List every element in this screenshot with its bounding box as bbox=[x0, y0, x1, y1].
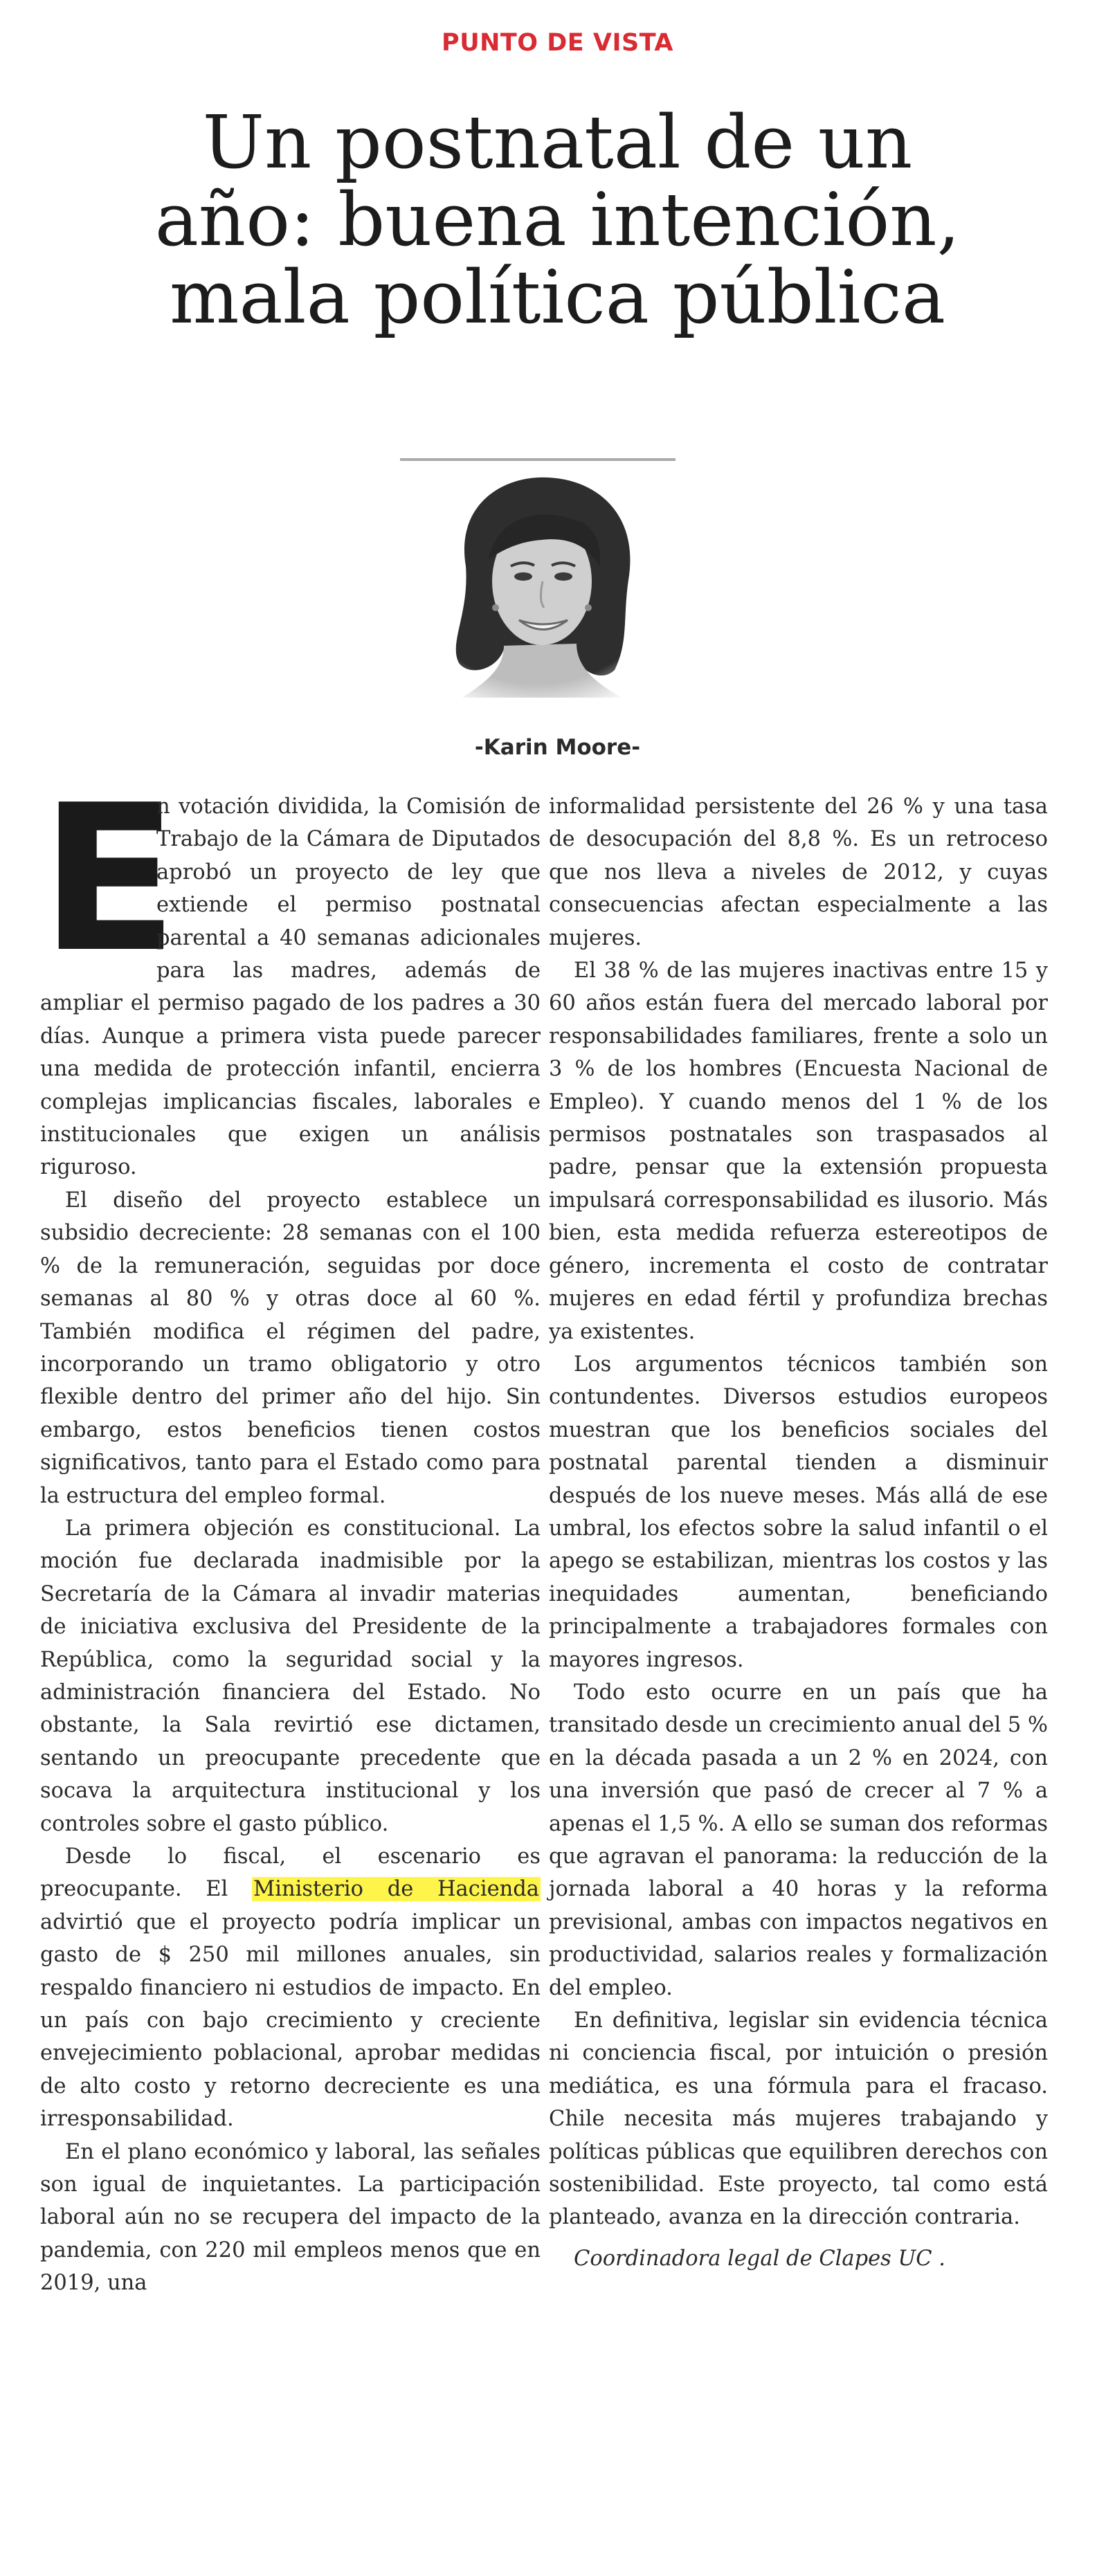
article-column-left bbox=[40, 761, 541, 2300]
paragraph-text: n votación dividida, la Comisión de Trabajo de la Cámara de Diputados aprobó un proyecto de ley que extiende el permiso postnatal parental a 40 semanas adicionales para las madres, además de ampliar el permiso pagado de los padres a 30 días. Aunque a primera vista puede parecer una medida de protección infantil, encierra complejas implicancias fiscales, laborales e institucionales que exigen un análisis riguroso. bbox=[40, 795, 541, 1180]
author-byline: -Karin Moore- bbox=[474, 735, 641, 760]
article-paragraph: El diseño del proyecto establece un subsidio decreciente: 28 semanas con el 100 % de la remuneración, seguidas por doce semanas al 80 % y otras doce al 60 %. También modifica el régimen del padre, incorporando un tramo obligatorio y otro flexible dentro del primer año del hijo. Sin embargo, estos beneficios tienen costos significativos, tanto para el Estado como para la estructura del empleo formal. bbox=[40, 1188, 541, 1508]
section-label: PUNTO DE VISTA bbox=[442, 29, 673, 57]
author-signature: Coordinadora legal de Clapes UC . bbox=[574, 2246, 945, 2271]
paragraph-text: Desde lo fiscal, el escenario es preocupante. El bbox=[40, 1844, 541, 1902]
portrait-top-rule bbox=[400, 458, 676, 461]
article-paragraph: La primera objeción es constitucional. La moción fue declarada inadmisible por la Secretaría de la Cámara al invadir materias de iniciativa exclusiva del Presidente de la República, como la seguridad social y la administración financiera del Estado. No obstante, la Sala revirtió ese dictamen, sentando un preocupante precedente que socava la arquitectura institucional y los controles sobre el gasto público. bbox=[40, 1516, 541, 1836]
headline-line: año: buena intención, bbox=[154, 177, 961, 262]
article-paragraph: En definitiva, legislar sin evidencia técnica ni conciencia fiscal, por intuición o presión mediática, es una fórmula para el fracaso. Chile necesita más mujeres trabajando y políticas públicas que equilibren derechos con sostenibilidad. Este proyecto, tal como está planteado, avanza en la dirección contraria. bbox=[549, 2008, 1048, 2230]
highlighted-text: Ministerio de Hacienda bbox=[253, 1877, 539, 1902]
dropcap-letter: E bbox=[40, 761, 179, 997]
article-paragraph bbox=[40, 761, 541, 1184]
author-photo-illustration bbox=[400, 462, 676, 709]
headline-line: Un postnatal de un bbox=[202, 100, 913, 185]
paragraph-text: advirtió que el proyecto podría implicar un gasto de $ 250 mil millones anuales, sin respaldo financiero ni estudios de impacto. En un país con bajo crecimiento y creciente envejecimiento poblacional, aprobar medidas de alto costo y retorno decreciente es una irresponsabilidad. bbox=[40, 1910, 541, 2132]
article-paragraph: En el plano económico y laboral, las señales son igual de inquietantes. La participación laboral aún no se recupera del impacto de la pandemia, con 220 mil empleos menos que en 2019, una bbox=[40, 2139, 541, 2296]
article-paragraph: Todo esto ocurre en un país que ha transitado desde un crecimiento anual del 5 % en la década pasada a un 2 % en 2024, con una inversión que pasó de crecer al 7 % a apenas el 1,5 %. A ello se suman dos reformas que agravan el panorama: la reducción de la jornada laboral a 40 horas y la reforma previsional, ambas con impactos negativos en productividad, salarios reales y formalización del empleo. bbox=[549, 1680, 1049, 2000]
article-column-right bbox=[549, 790, 1048, 2275]
article-paragraph: informalidad persistente del 26 % y una tasa de desocupación del 8,8 %. Es un retroceso que nos lleva a niveles de 2012, y cuyas consecuencias afectan especialmente a las mujeres. bbox=[549, 795, 1048, 950]
author-portrait bbox=[400, 458, 676, 709]
headline-line: mala política pública bbox=[169, 255, 946, 340]
article-paragraph: El 38 % de las mujeres inactivas entre 15 y 60 años están fuera del mercado laboral por responsabilidades familiares, frente a solo un 3 % de los hombres (Encuesta Nacional de Empleo). Y cuando menos del 1 % de los permisos postnatales son traspasados al padre, pensar que la extensión propuesta impulsará corresponsabilidad es ilusorio. Más bien, esta medida refuerza estereotipos de género, incrementa el costo de contratar mujeres en edad fértil y profundiza brechas ya existentes. bbox=[549, 959, 1048, 1344]
article-paragraph: Los argumentos técnicos también son contundentes. Diversos estudios europeos muestran que los beneficios sociales del postnatal parental tienden a disminuir después de los nueve meses. Más allá de ese umbral, los efectos sobre la salud infantil o el apego se estabilizan, mientras los costos y las inequidades aumentan, beneficiando principalmente a trabajadores formales con mayores ingresos. bbox=[549, 1352, 1048, 1672]
headline bbox=[28, 100, 1087, 340]
article-paragraph bbox=[40, 1840, 541, 2136]
